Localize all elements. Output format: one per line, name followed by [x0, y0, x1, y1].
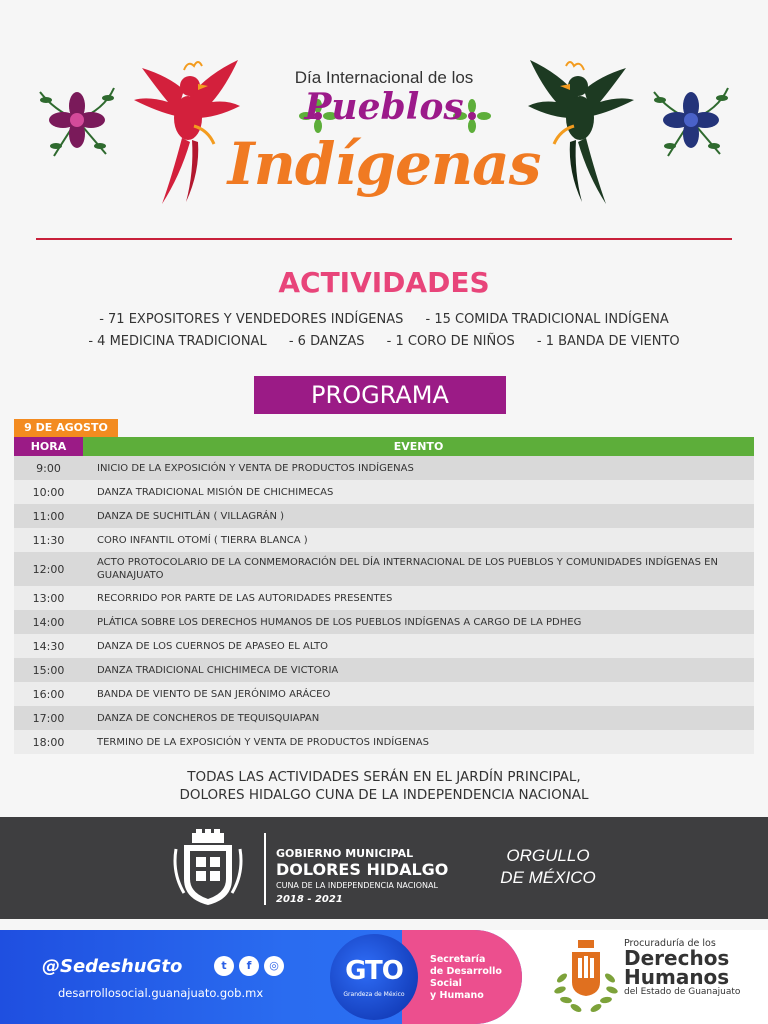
table-row: [14, 706, 754, 730]
location-note-line-2: DOLORES HIDALGO CUNA DE LA INDEPENDENCIA NACIONAL: [179, 787, 589, 803]
activity-item: - 6 DANZAS: [288, 334, 365, 349]
instagram-icon[interactable]: ◎: [264, 956, 284, 976]
title-indigenas: Indígenas: [227, 130, 541, 198]
pdheg-line-1: Procuraduría de los: [624, 938, 716, 949]
table-row: [14, 528, 754, 552]
pdheg-logo-icon: [552, 938, 620, 1014]
activity-item: - 15 COMIDA TRADICIONAL INDÍGENA: [425, 312, 669, 327]
activities-title: ACTIVIDADES: [278, 266, 490, 299]
orgullo-line-1: ORGULLO: [506, 846, 590, 865]
row-hora: 15:00: [32, 663, 65, 677]
row-hora: 18:00: [32, 735, 65, 749]
table-row: [14, 658, 754, 682]
title-pueblos: Pueblos: [304, 86, 464, 128]
row-hora: 12:00: [32, 562, 65, 576]
website-link[interactable]: desarrollosocial.guanajuato.gob.mx: [58, 986, 264, 1000]
orgullo-line-2: DE MÉXICO: [500, 868, 596, 887]
bottom-band: [0, 930, 768, 1024]
column-header-evento: EVENTO: [83, 437, 754, 456]
table-header: [14, 437, 754, 456]
table-row: [14, 610, 754, 634]
government-line-3: CUNA DE LA INDEPENDENCIA NACIONAL: [276, 881, 438, 890]
title-small: Día Internacional de los: [294, 68, 474, 87]
secretaria-line: Social: [430, 978, 462, 989]
location-note: [0, 768, 768, 804]
location-note-line-1: TODAS LAS ACTIVIDADES SERÁN EN EL JARDÍN PRINCIPAL,: [187, 769, 581, 785]
government-line-4: 2018 - 2021: [276, 894, 343, 905]
row-hora: 9:00: [36, 461, 61, 475]
table-row: [14, 586, 754, 610]
row-hora: 11:30: [32, 533, 65, 547]
header-divider: [36, 238, 732, 240]
pdheg-line-3: Humanos: [624, 965, 730, 989]
municipal-coat-of-arms-icon: [170, 829, 246, 907]
row-evento: DANZA DE SUCHITLÁN ( VILLAGRÁN ): [97, 510, 285, 522]
pdheg-line-2: Derechos: [624, 946, 730, 970]
row-evento: DANZA TRADICIONAL MISIÓN DE CHICHIMECAS: [97, 486, 334, 498]
table-row: [14, 730, 754, 754]
facebook-icon[interactable]: f: [239, 956, 259, 976]
table-row: [14, 634, 754, 658]
government-band: [0, 817, 768, 919]
row-evento: DANZA DE CONCHEROS DE TEQUISQUIAPAN: [97, 712, 320, 724]
government-divider: [264, 833, 266, 905]
row-evento: ACTO PROTOCOLARIO DE LA CONMEMORACIÓN DEL DÍA INTERNACIONAL DE LOS PUEBLOS Y COMUNIDADES INDÍGENAS EN GUANAJUATO: [97, 557, 718, 581]
secretaria-text: [430, 954, 502, 1002]
secretaria-line: Secretaría: [430, 954, 486, 965]
secretaria-line: de Desarrollo: [430, 966, 502, 977]
twitter-icon[interactable]: t: [214, 956, 234, 976]
government-line-1: GOBIERNO MUNICIPAL: [276, 847, 414, 860]
program-table: [14, 437, 754, 754]
pdheg-text: [624, 938, 740, 997]
secretaria-line: y Humano: [430, 990, 484, 1001]
activity-item: - 1 CORO DE NIÑOS: [386, 334, 515, 349]
government-line-2: DOLORES HIDALGO: [276, 860, 449, 879]
row-evento: DANZA TRADICIONAL CHICHIMECA DE VICTORIA: [97, 664, 339, 676]
program-title: PROGRAMA: [254, 376, 506, 414]
row-evento: BANDA DE VIENTO DE SAN JERÓNIMO ARÁCEO: [97, 688, 331, 700]
gto-logo: [330, 934, 418, 1020]
activities-line-2: [0, 334, 768, 349]
orgullo-slogan: [496, 845, 600, 889]
social-handle[interactable]: @SedeshuGto: [42, 956, 183, 977]
activity-item: - 1 BANDA DE VIENTO: [536, 334, 680, 349]
row-hora: 13:00: [32, 591, 65, 605]
row-evento: PLÁTICA SOBRE LOS DERECHOS HUMANOS DE LOS PUEBLOS INDÍGENAS A CARGO DE LA PDHEG: [97, 616, 582, 628]
row-evento: DANZA DE LOS CUERNOS DE APASEO EL ALTO: [97, 640, 329, 652]
row-hora: 16:00: [32, 687, 65, 701]
gto-logo-text: GTO: [345, 956, 403, 986]
column-header-hora: HORA: [14, 437, 83, 456]
pdheg-line-4: del Estado de Guanajuato: [624, 987, 741, 997]
table-row: [14, 504, 754, 528]
social-icons: [214, 956, 284, 976]
row-evento: RECORRIDO POR PARTE DE LAS AUTORIDADES PRESENTES: [97, 592, 393, 604]
row-evento: INICIO DE LA EXPOSICIÓN Y VENTA DE PRODUCTOS INDÍGENAS: [97, 462, 414, 474]
gto-logo-subtitle: Grandeza de México: [343, 991, 405, 998]
header: [0, 0, 768, 240]
table-row: [14, 456, 754, 480]
row-hora: 10:00: [32, 485, 65, 499]
row-hora: 17:00: [32, 711, 65, 725]
row-hora: 11:00: [32, 509, 65, 523]
row-hora: 14:30: [32, 639, 65, 653]
activities-line-1: [0, 312, 768, 327]
government-text: [276, 847, 448, 907]
date-tag: 9 DE AGOSTO: [14, 419, 118, 437]
row-hora: 14:00: [32, 615, 65, 629]
activity-item: - 71 EXPOSITORES Y VENDEDORES INDÍGENAS: [99, 312, 404, 327]
activity-item: - 4 MEDICINA TRADICIONAL: [88, 334, 267, 349]
row-evento: TERMINO DE LA EXPOSICIÓN Y VENTA DE PRODUCTOS INDÍGENAS: [97, 736, 429, 748]
row-evento: CORO INFANTIL OTOMÍ ( TIERRA BLANCA ): [97, 534, 308, 546]
table-row: [14, 552, 754, 586]
table-row: [14, 480, 754, 504]
table-row: [14, 682, 754, 706]
